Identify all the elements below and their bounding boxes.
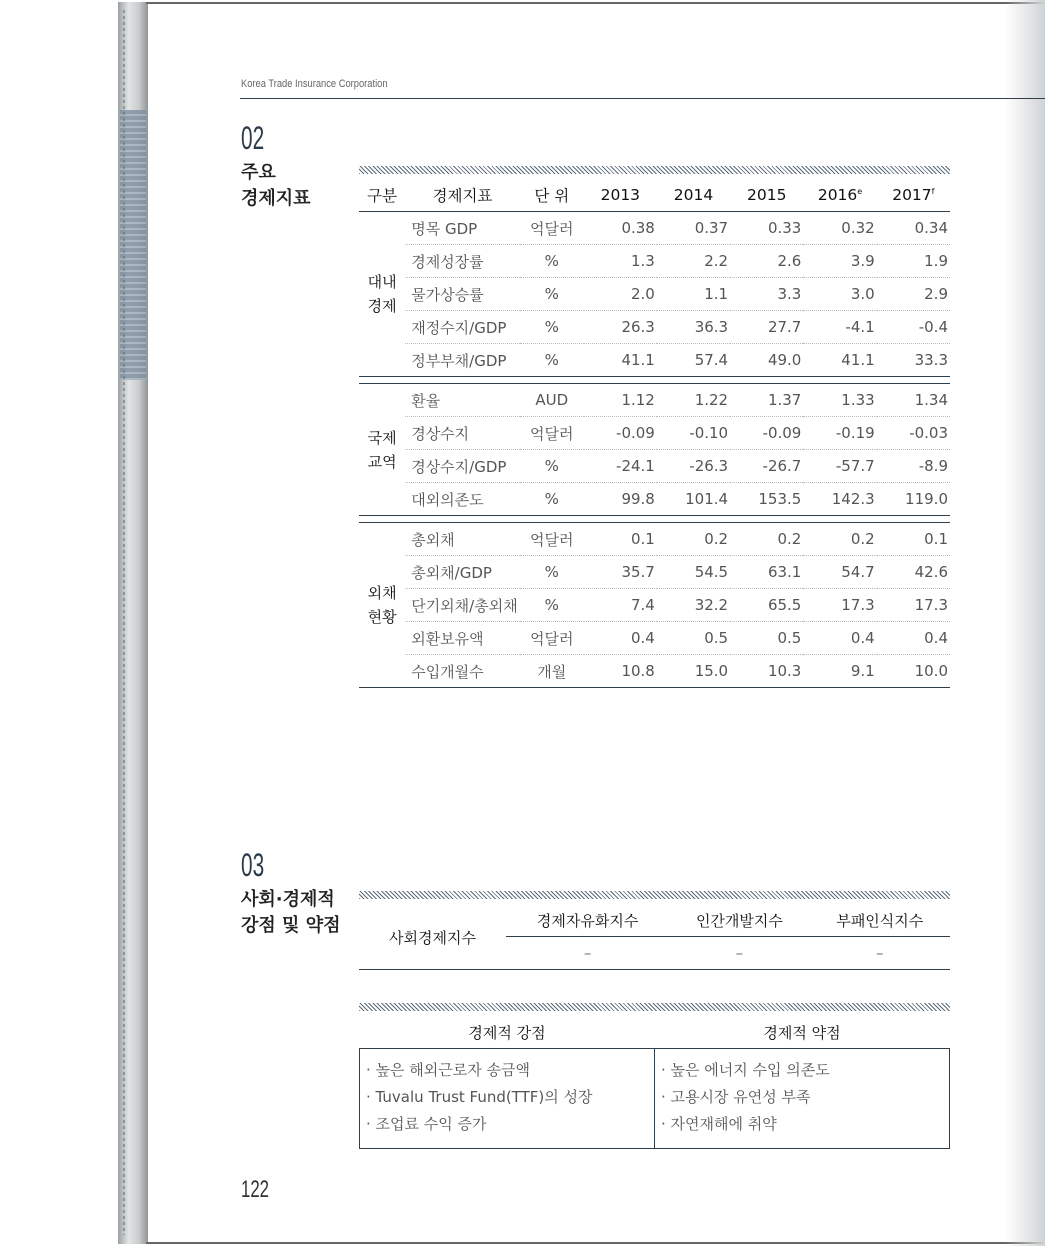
running-head: Korea Trade Insurance Corporation: [241, 78, 388, 90]
value-cell: 2.0: [584, 278, 657, 311]
section-number: 02: [241, 120, 265, 156]
value-cell: 10.8: [584, 655, 657, 688]
weakness-item: · 높은 에너지 수입 의존도: [661, 1061, 830, 1079]
value-cell: 1.37: [730, 384, 803, 417]
value-cell: 99.8: [584, 483, 657, 516]
table-row: [359, 344, 950, 377]
indicator-name: 명목 GDP: [405, 212, 520, 245]
table-row: [359, 556, 950, 589]
value-cell: 142.3: [803, 483, 876, 516]
unit-cell: AUD: [520, 384, 584, 417]
page-curl-shadow: [1005, 0, 1045, 1246]
value-cell: 3.0: [803, 278, 876, 311]
indicator-name: 외환보유액: [405, 622, 520, 655]
separator-cell: [359, 516, 950, 523]
value-cell: 7.4: [584, 589, 657, 622]
section-title-line: 사회·경제적: [241, 889, 335, 910]
value-cell: 0.32: [803, 212, 876, 245]
value-cell: -0.4: [877, 311, 950, 344]
group-label-line: 경제: [367, 297, 397, 315]
section-number: 03: [241, 847, 265, 883]
weaknesses-list: [655, 1049, 950, 1149]
estimate-mark: e: [857, 186, 863, 196]
value-cell: 3.9: [803, 245, 876, 278]
value-cell: -4.1: [803, 311, 876, 344]
strength-item: · Tuvalu Trust Fund(TTF)의 성장: [366, 1088, 593, 1106]
value-cell: 1.34: [877, 384, 950, 417]
strengths-list: [360, 1049, 655, 1149]
value-cell: -57.7: [803, 450, 876, 483]
value-cell: 1.22: [657, 384, 730, 417]
col-header-group: 구분: [367, 186, 398, 205]
table-row: [359, 245, 950, 278]
unit-cell: %: [520, 344, 584, 377]
value-cell: -0.09: [584, 417, 657, 450]
group-separator: [359, 377, 950, 384]
indicator-name: 총외채/GDP: [405, 556, 520, 589]
value-cell: 0.33: [730, 212, 803, 245]
unit-cell: 억달러: [520, 417, 584, 450]
value-cell: 41.1: [584, 344, 657, 377]
strengths-header: 경제적 강점: [360, 1016, 655, 1049]
index-row-label: 사회경제지수: [359, 905, 506, 970]
socioeconomic-index-table: [359, 905, 950, 970]
value-cell: 17.3: [803, 589, 876, 622]
unit-cell: 억달러: [520, 622, 584, 655]
value-cell: -0.03: [877, 417, 950, 450]
col-header-2014: 2014: [673, 185, 714, 204]
value-cell: 63.1: [730, 556, 803, 589]
unit-cell: 억달러: [520, 523, 584, 556]
value-cell: -0.19: [803, 417, 876, 450]
value-cell: -26.3: [657, 450, 730, 483]
col-header-unit: 단 위: [534, 186, 570, 205]
unit-cell: %: [520, 311, 584, 344]
value-cell: 153.5: [730, 483, 803, 516]
table-row: [359, 483, 950, 516]
value-cell: 2.2: [657, 245, 730, 278]
value-cell: 54.7: [803, 556, 876, 589]
value-cell: 0.2: [730, 523, 803, 556]
table-row: [359, 450, 950, 483]
value-cell: 54.5: [657, 556, 730, 589]
index-header: 부패인식지수: [810, 905, 950, 937]
col-header-2013: 2013: [600, 185, 641, 204]
index-header: 경제자유화지수: [506, 905, 669, 937]
section-title-line: 경제지표: [241, 188, 311, 209]
value-cell: 33.3: [877, 344, 950, 377]
table-row: [359, 417, 950, 450]
group-label: [359, 212, 405, 377]
table-row: [359, 523, 950, 556]
unit-cell: %: [520, 589, 584, 622]
spine-edge: [123, 10, 125, 1235]
indicator-name: 물가상승률: [405, 278, 520, 311]
unit-cell: %: [520, 450, 584, 483]
value-cell: 0.2: [803, 523, 876, 556]
group-label-line: 현황: [367, 608, 397, 626]
col-header-2015: 2015: [746, 185, 787, 204]
value-cell: 49.0: [730, 344, 803, 377]
value-cell: -8.9: [877, 450, 950, 483]
table-row: [359, 278, 950, 311]
value-cell: 1.9: [877, 245, 950, 278]
value-cell: 65.5: [730, 589, 803, 622]
value-cell: 35.7: [584, 556, 657, 589]
section-title: [241, 887, 340, 939]
value-cell: 1.33: [803, 384, 876, 417]
value-cell: 32.2: [657, 589, 730, 622]
value-cell: 17.3: [877, 589, 950, 622]
indicator-name: 대외의존도: [405, 483, 520, 516]
table-row: [359, 589, 950, 622]
value-cell: 57.4: [657, 344, 730, 377]
indicator-name: 수입개월수: [405, 655, 520, 688]
hatch-rule: [359, 1003, 950, 1011]
value-cell: 0.1: [877, 523, 950, 556]
weakness-item: · 고용시장 유연성 부족: [661, 1088, 811, 1106]
value-cell: 15.0: [657, 655, 730, 688]
index-value: –: [506, 937, 669, 970]
indicator-name: 환율: [405, 384, 520, 417]
value-cell: 2.6: [730, 245, 803, 278]
table-row: [359, 622, 950, 655]
col-header-2017: [877, 178, 950, 212]
value-cell: 0.1: [584, 523, 657, 556]
index-header: 인간개발지수: [669, 905, 809, 937]
unit-cell: 억달러: [520, 212, 584, 245]
value-cell: 0.5: [730, 622, 803, 655]
indicator-name: 정부부채/GDP: [405, 344, 520, 377]
hatch-rule: [359, 891, 950, 899]
col-header-indicator: 경제지표: [432, 186, 493, 205]
section-title-line: 강점 및 약점: [241, 915, 341, 936]
forecast-mark: f: [931, 186, 935, 196]
value-cell: 10.3: [730, 655, 803, 688]
value-cell: 0.34: [877, 212, 950, 245]
value-cell: 0.38: [584, 212, 657, 245]
group-label: [359, 523, 405, 688]
header-rule: [240, 98, 1045, 99]
value-cell: -0.10: [657, 417, 730, 450]
weaknesses-header: 경제적 약점: [655, 1016, 950, 1049]
hatch-rule: [359, 166, 950, 174]
unit-cell: 개월: [520, 655, 584, 688]
group-label-line: 교역: [367, 452, 397, 471]
value-cell: 10.0: [877, 655, 950, 688]
separator-cell: [359, 377, 950, 384]
indicator-name: 경상수지: [405, 417, 520, 450]
section-title: [241, 160, 311, 212]
unit-cell: %: [520, 245, 584, 278]
value-cell: 0.4: [803, 622, 876, 655]
index-value: –: [810, 937, 950, 970]
value-cell: -24.1: [584, 450, 657, 483]
table-row: [359, 311, 950, 344]
value-cell: 26.3: [584, 311, 657, 344]
strength-item: · 조업료 수익 증가: [366, 1115, 487, 1133]
group-label-line: 국제: [367, 428, 397, 447]
table-row: [359, 384, 950, 417]
indicator-name: 경상수지/GDP: [405, 450, 520, 483]
page-number: 122: [241, 1176, 270, 1203]
weakness-item: · 자연재해에 취약: [661, 1115, 777, 1133]
table-row: [359, 655, 950, 688]
indicator-name: 총외채: [405, 523, 520, 556]
value-cell: 1.3: [584, 245, 657, 278]
year-label: 2016: [817, 185, 858, 204]
indicator-name: 단기외채/총외채: [405, 589, 520, 622]
value-cell: 0.4: [877, 622, 950, 655]
value-cell: 36.3: [657, 311, 730, 344]
value-cell: 119.0: [877, 483, 950, 516]
value-cell: -26.7: [730, 450, 803, 483]
value-cell: 0.4: [584, 622, 657, 655]
section-title-line: 주요: [241, 162, 276, 183]
strengths-weaknesses-table: [359, 1016, 950, 1148]
table-row: [359, 212, 950, 245]
value-cell: -0.09: [730, 417, 803, 450]
indicator-name: 재정수지/GDP: [405, 311, 520, 344]
group-separator: [359, 516, 950, 523]
value-cell: 101.4: [657, 483, 730, 516]
col-header-2016: [803, 178, 876, 212]
value-cell: 41.1: [803, 344, 876, 377]
table-bottom-rule: [359, 1148, 950, 1149]
value-cell: 0.2: [657, 523, 730, 556]
index-value: –: [669, 937, 809, 970]
group-label-line: 대내: [367, 273, 397, 291]
value-cell: 42.6: [877, 556, 950, 589]
group-label-line: 외채: [367, 584, 397, 602]
group-label: [359, 384, 405, 516]
economic-indicators-table: [359, 178, 950, 688]
value-cell: 9.1: [803, 655, 876, 688]
unit-cell: %: [520, 278, 584, 311]
value-cell: 1.1: [657, 278, 730, 311]
value-cell: 27.7: [730, 311, 803, 344]
value-cell: 1.12: [584, 384, 657, 417]
value-cell: 3.3: [730, 278, 803, 311]
value-cell: 0.37: [657, 212, 730, 245]
value-cell: 2.9: [877, 278, 950, 311]
unit-cell: %: [520, 483, 584, 516]
value-cell: 0.5: [657, 622, 730, 655]
strength-item: · 높은 해외근로자 송금액: [366, 1061, 530, 1079]
unit-cell: %: [520, 556, 584, 589]
year-label: 2017: [892, 185, 932, 204]
indicator-name: 경제성장률: [405, 245, 520, 278]
table-header-row: [359, 178, 950, 212]
